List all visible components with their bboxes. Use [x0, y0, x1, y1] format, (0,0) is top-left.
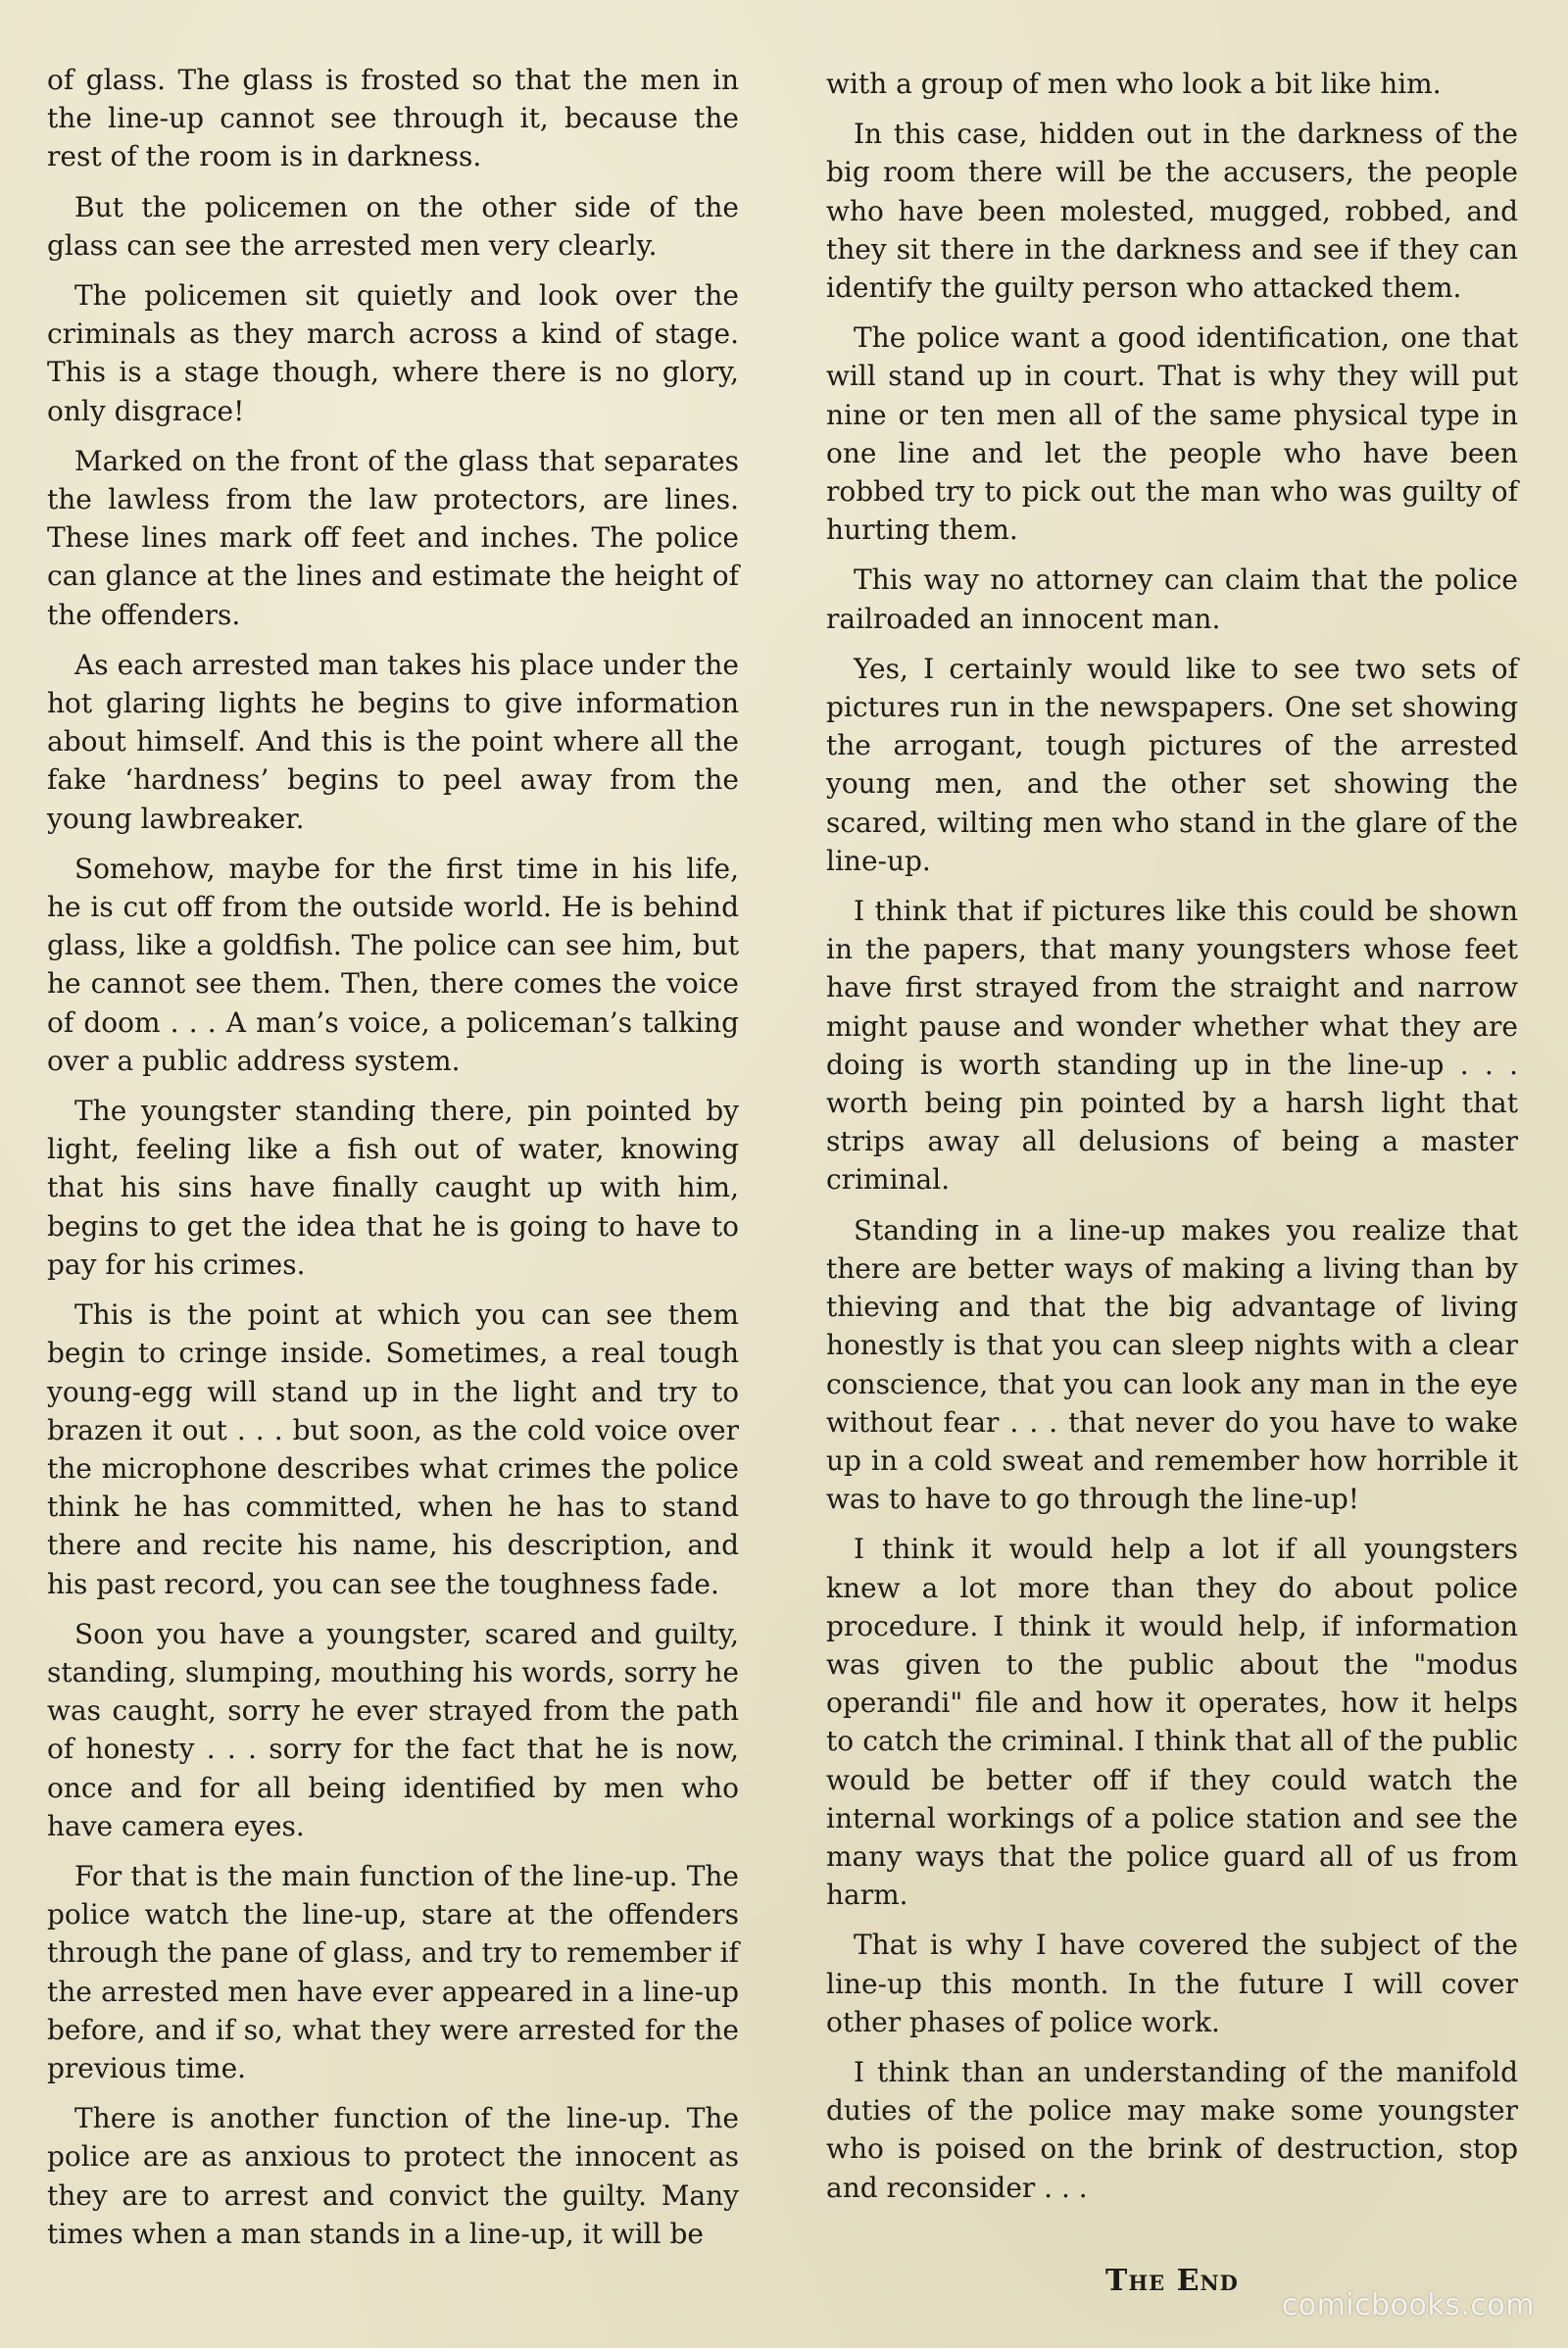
paragraph: Marked on the front of the glass that separates the lawless from the law protectors, are lines. These lines mark off feet and inches. The police can glance at the lines and estimate the height of the offenders.	[47, 444, 739, 631]
paragraph: But the policemen on the other side of the glass can see the arrested men very clearly.	[47, 190, 739, 262]
paragraph: with a group of men who look a bit like him.	[826, 68, 1442, 100]
paragraph: Standing in a line-up makes you realize that there are better ways of making a living than by thieving and that the big advantage of living honestly is that you can sleep nights with a clear conscience, that you can look any man in the eye without fear . . . that never do you have to wake up in a cold sweat and remember how horrible it was to have to go through the line-up!	[826, 1213, 1518, 1516]
paragraph: I think than an understanding of the manifold duties of the police may make some youngster who is poised on the brink of destruction, stop and reconsider . . .	[826, 2055, 1518, 2204]
paragraph: In this case, hidden out in the darkness of the big room there will be the accusers, the people who have been molested, mugged, robbed, and they sit there in the darkness and see if they can identify the guilty person who attacked them.	[826, 118, 1518, 305]
paragraph: Somehow, maybe for the first time in his life, he is cut off from the outside world. He is behind glass, like a goldfish. The police can see him, but he cannot see them. Then, there comes the voice of doom . . . A man’s voice, a policeman’s talking over a public address system.	[47, 852, 739, 1077]
the-end-label: The End	[1105, 2264, 1239, 2298]
paragraph: As each arrested man takes his place under the hot glaring lights he begins to give information about himself. And this is the point where all the fake ‘hardness’ begins to peel away from the young lawbreaker.	[47, 648, 739, 835]
paragraph: There is another function of the line-up. The police are as anxious to protect the innocent as they are to arrest and convict the guilty. Many times when a man stands in a line-up, it will be	[47, 2102, 739, 2250]
paragraph: I think that if pictures like this could be shown in the papers, that many youngsters whose feet have first strayed from the straight and narrow might pause and wonder whether what they are doing is worth standing up in the line-up . . . worth being pin pointed by a harsh light that strips away all delusions of being a master criminal.	[826, 895, 1518, 1197]
paragraph: The policemen sit quietly and look over the criminals as they march across a kind of stage. This is a stage though, where there is no glory, only disgrace!	[47, 279, 739, 427]
paragraph: The police want a good identification, one that will stand up in court. That is why they will put nine or ten men all of the same physical type in one line and let the people who have been robbed try to pick out the man who was guilty of hurting them.	[826, 321, 1518, 547]
site-watermark: comicbooks.com	[1281, 2288, 1535, 2323]
right-text-column	[826, 65, 1518, 2219]
paragraph: This way no attorney can claim that the police railroaded an innocent man.	[826, 563, 1518, 635]
paragraph: For that is the main function of the line-up. The police watch the line-up, stare at the offenders through the pane of glass, and try to remember if the arrested men have ever appeared in a line-up before, and if so, what they were arrested for the previous time.	[47, 1859, 739, 2084]
paragraph: That is why I have covered the subject of the line-up this month. In the future I will cover other phases of police work.	[826, 1929, 1518, 2038]
paragraph: The youngster standing there, pin pointed by light, feeling like a fish out of water, knowing that his sins have finally caught up with him, begins to get the idea that he is going to have to pay for his crimes.	[47, 1095, 739, 1281]
paragraph: I think it would help a lot if all youngsters knew a lot more than they do about police procedure. I think it would help, if information was given to the public about the "modus operandi" file and how it operates, how it helps to catch the criminal. I think that all of the public would be better off if they could watch the internal workings of a police station and see the many ways that the police guard all of us from harm.	[826, 1533, 1518, 1912]
left-text-column	[47, 61, 739, 2265]
paragraph: This is the point at which you can see them begin to cringe inside. Sometimes, a real tough young-egg will stand up in the light and try to brazen it out . . . but soon, as the cold voice over the microphone describes what crimes the police think he has committed, when he has to stand there and recite his name, his description, and his past record, you can see the toughness fade.	[47, 1298, 739, 1600]
paragraph: Yes, I certainly would like to see two sets of pictures run in the newspapers. One set showing the arrogant, tough pictures of the arrested young men, and the other set showing the scared, wilting men who stand in the glare of the line-up.	[826, 652, 1518, 877]
paragraph: Soon you have a youngster, scared and guilty, standing, slumping, mouthing his words, sorry he was caught, sorry he ever strayed from the path of honesty . . . sorry for the fact that he is now, once and for all being identified by men who have camera eyes.	[47, 1617, 739, 1842]
paragraph: of glass. The glass is frosted so that the men in the line-up cannot see through it, because the rest of the room is in darkness.	[47, 64, 739, 173]
